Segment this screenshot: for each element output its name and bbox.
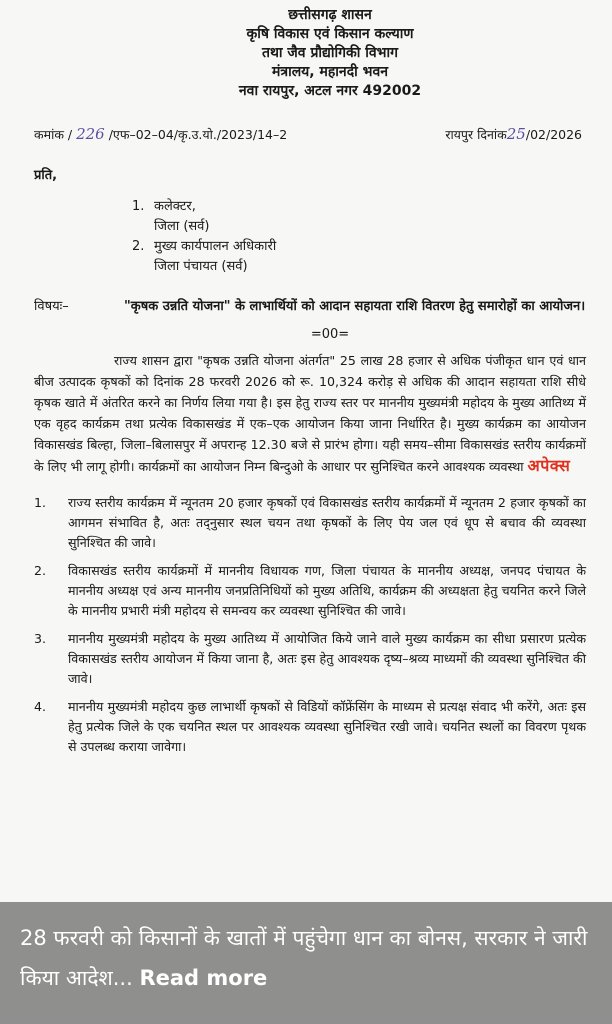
recipient-title: मुख्य कार्यपालन अधिकारी [154, 239, 277, 254]
divider: =00= [310, 327, 350, 342]
reference-code: /एफ–02–04/कृ.उ.यो./2023/14–2 [108, 127, 288, 142]
point-text: माननीय मुख्यमंत्री महोदय के मुख्य आतिथ्य में आयोजित किये जाने वाले मुख्य कार्यक्रम का सीधा प्रसारण प्रत्येक विकासखंड स्तरीय आयोजन में किया जाना है, अतः इस हेतु आवश्यक दृष्य–श्रव्य माध्यमों की व्यवस्था सुनिश्चित की जावे। [68, 631, 586, 686]
recipient-number: 2. [132, 239, 145, 254]
list-item [34, 493, 586, 553]
recipient [132, 237, 586, 277]
read-more-link[interactable]: Read more [139, 966, 268, 990]
point-number: 4. [34, 699, 47, 714]
letterhead-line: तथा जैव प्रौद्योगिकी विभाग [261, 45, 399, 61]
to-label: प्रति, [34, 168, 58, 183]
news-headline: 28 फरवरी को किसानों के खातों में पहुंचेगा धान का बोनस, सरकार ने जारी किया आदेश... [20, 926, 588, 990]
recipient-scope: जिला पंचायत (सर्व) [154, 259, 248, 274]
subject [34, 297, 586, 317]
reference-handwritten-number: 226 [76, 125, 105, 143]
recipient-number: 1. [132, 199, 145, 214]
point-text: माननीय मुख्यमंत्री महोदय कुछ लाभार्थी कृषकों से विडियों कॉफ्रेंसिंग के माध्यम से प्रत्यक्ष संवाद भी करेंगे, अतः इस हेतु प्रत्येक जिले के एक चयनित स्थल पर आवश्यक व्यवस्था सुनिश्चित रखी जावे। चयनित स्थलों का विवरण पृथक से उपलब्ध कराया जावेगा। [68, 699, 586, 754]
letterhead [74, 0, 586, 101]
letterhead-line: मंत्रालय, महानदी भवन [271, 64, 389, 80]
reference-line [34, 125, 586, 143]
recipient-title: कलेक्टर, [154, 199, 196, 214]
reference-month-year: /02/2026 [525, 127, 582, 142]
reference-handwritten-day: 25 [506, 125, 526, 143]
recipient-scope: जिला (सर्व) [154, 219, 210, 234]
subject-label: विषयः– [34, 299, 69, 314]
point-number: 2. [34, 563, 47, 578]
point-text: राज्य स्तरीय कार्यक्रम में न्यूनतम 20 हजार कृषकों एवं विकासखंड स्तरीय कार्यक्रमों में न्यूनतम 2 हजार कृषकों का आगमन संभावित है, अतः तद्नुसार स्थल चयन तथा कृषकों के लिए पेय जल एवं धूप से बचाव की व्यवस्था सुनिश्चित की जावे। [68, 495, 586, 550]
list-item [34, 629, 586, 689]
list-item [34, 697, 586, 757]
recipient [132, 197, 586, 237]
reference-prefix: कमांक / [34, 127, 73, 142]
body-paragraph [34, 350, 586, 477]
reference-number [34, 125, 287, 143]
list-item [34, 561, 586, 621]
letterhead-line: कृषि विकास एवं किसान कल्याण [246, 26, 414, 42]
subject-text: "कृषक उन्नति योजना" के लाभार्थियों को आदान सहायता राशि वितरण हेतु समारोहों का आयोजन। [124, 299, 586, 314]
points-list [34, 493, 586, 757]
news-caption-overlay[interactable] [0, 902, 612, 1024]
reference-place: रायपुर दिनांक [445, 127, 507, 142]
point-text: विकासखंड स्तरीय कार्यक्रमों में माननीय विधायक गण, जिला पंचायत के माननीय अध्यक्ष, जनपद पंचायत के माननीय अध्यक्ष एवं अन्य माननीय जनप्रतिनिधियों को मुख्य अतिथि, कार्यक्रम की अध्यक्षता हेतु चयनित करने जिले के माननीय प्रभारी मंत्री महोदय से समन्वय कर व्यवस्था सुनिश्चित की जावे। [68, 563, 586, 618]
letterhead-line: छत्तीसगढ़ शासन [288, 7, 372, 23]
reference-date [445, 125, 582, 143]
apex-stamp: अपेक्स [527, 456, 571, 475]
body-text: राज्य शासन द्वारा "कृषक उन्नति योजना अंतर्गत" 25 लाख 28 हजार से अधिक पंजीकृत धान एवं धान बीज उत्पादक कृषकों को दिनांक 28 फरवरी 2026 को रू. 10,324 करोड़ से अधिक की आदान सहायता राशि सीधे कृषक खाते में अंतरित करने का निर्णय लिया गया है। इस हेतु राज्य स्तर पर माननीय मुख्यमंत्री महोदय के मुख्य आतिथ्य में एक वृहद कार्यक्रम तथा प्रत्येक विकासखंड में एक–एक आयोजन किया जाना निर्धारित है। मुख्य कार्यक्रम का आयोजन विकासखंड बिल्हा, जिला–बिलासपुर में अपरान्ह 12.30 बजे से प्रारंभ होगा। यही समय–सीमा विकासखंड स्तरीय कार्यक्रमों के लिए भी लागू होगी। कार्यक्रमों का आयोजन निम्न बिन्दुओ के आधार पर सुनिश्चित करने आवश्यक व्यवस्था [34, 353, 586, 474]
recipients-list [132, 197, 586, 277]
point-number: 3. [34, 631, 47, 646]
letterhead-line: नवा रायपुर, अटल नगर 492002 [238, 83, 422, 99]
point-number: 1. [34, 495, 47, 510]
